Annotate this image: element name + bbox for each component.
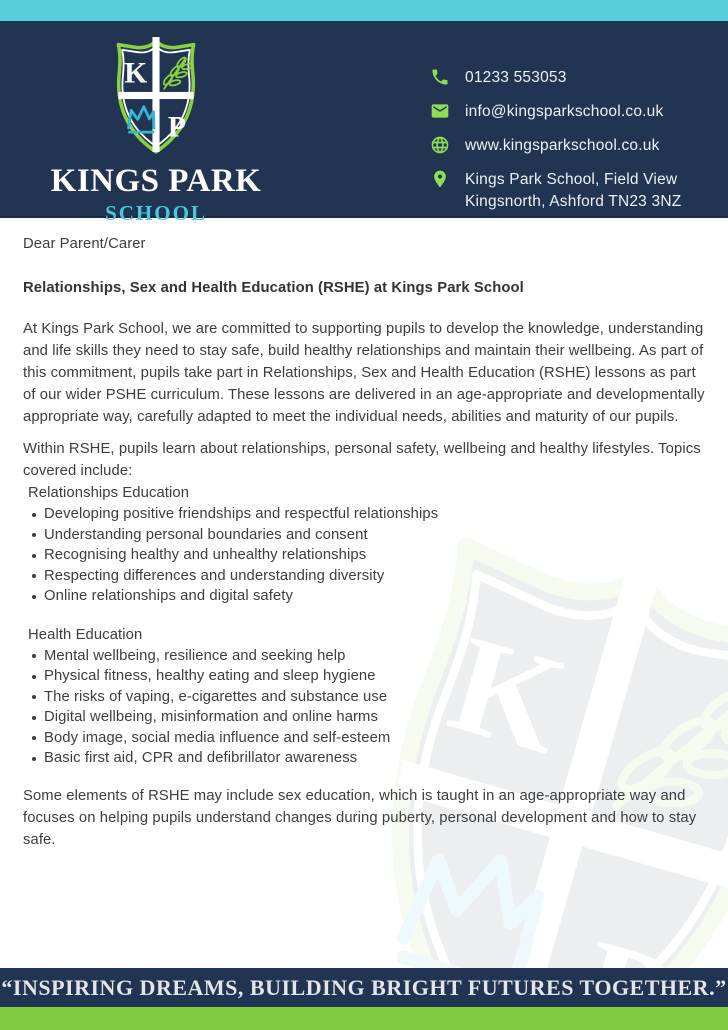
contact-email (430, 101, 681, 123)
phone-icon (430, 67, 450, 87)
address-line-2: Kingsnorth, Ashford TN23 3NZ (465, 193, 682, 210)
section-heading: Relationships Education (28, 485, 190, 501)
school-brand (40, 35, 272, 226)
letter-subject: Relationships, Sex and Health Education (RSHE) at Kings Park School (23, 280, 524, 296)
section-heading: Health Education (28, 626, 143, 643)
globe-icon (430, 135, 450, 155)
overview-paragraph: Within RSHE, pupils learn about relationships, personal safety, wellbeing and healthy lifestyles. Topics covered include: (23, 441, 701, 479)
letterhead (0, 21, 728, 225)
list-item: Physical fitness, healthy eating and sleep hygiene (44, 666, 705, 687)
contact-list (430, 67, 681, 213)
contact-address (430, 169, 681, 213)
email-address: info@kingsparkschool.co.uk (465, 103, 664, 120)
closing-paragraph: Some elements of RSHE may include sex education, which is taught in an age-appropriate way and focuses on helping pupils understand changes during puberty, personal development and how to stay safe. (23, 787, 697, 848)
list-item: Recognising healthy and unhealthy relationships (44, 545, 705, 566)
school-name: KINGS PARK (50, 163, 262, 199)
section-health-education (23, 624, 705, 769)
intro-paragraph: At Kings Park School, we are committed to supporting pupils to develop the knowledge, understanding and life skills they need to stay safe, build healthy relationships and maintain their wellbeing. As part of this commitment, pupils take part in Relationships, Sex and Health Education (RSHE) lessons as part of our wider PSHE curriculum. These lessons are delivered in an age-appropriate and developmentally appropriate way, carefully adapted to meet the individual needs, abilities and maturity of our pupils. (23, 321, 705, 425)
list-item: Online relationships and digital safety (44, 586, 705, 607)
school-crest-logo (105, 35, 207, 157)
school-address (465, 169, 681, 213)
email-icon (430, 101, 450, 121)
salutation: Dear Parent/Carer (23, 236, 146, 252)
motto-bar (0, 968, 728, 1007)
list-item: The risks of vaping, e-cigarettes and substance use (44, 687, 705, 708)
phone-number: 01233 553053 (465, 69, 567, 86)
list-item: Basic first aid, CPR and defibrillator awareness (44, 748, 705, 769)
contact-phone (430, 67, 681, 89)
address-line-1: Kings Park School, Field View (465, 171, 678, 188)
top-accent-strip (0, 0, 728, 21)
bottom-accent-bar (0, 1007, 728, 1030)
list-item: Respecting differences and understanding diversity (44, 566, 705, 587)
list-item: Developing positive friendships and respectful relationships (44, 504, 705, 525)
list-item: Understanding personal boundaries and consent (44, 525, 705, 546)
contact-website (430, 135, 681, 157)
letter-body (23, 218, 705, 851)
website-url: www.kingsparkschool.co.uk (465, 137, 660, 154)
list-item: Body image, social media influence and self-esteem (44, 728, 705, 749)
relationships-topic-list (23, 504, 705, 607)
section-relationships-education (23, 482, 705, 607)
location-icon (430, 169, 450, 189)
school-subtitle: SCHOOL (105, 201, 207, 225)
health-topic-list (23, 646, 705, 769)
list-item: Mental wellbeing, resilience and seeking help (44, 646, 705, 667)
school-motto: “INSPIRING DREAMS, BUILDING BRIGHT FUTURES TOGETHER.” (1, 974, 727, 1000)
list-item: Digital wellbeing, misinformation and online harms (44, 707, 705, 728)
